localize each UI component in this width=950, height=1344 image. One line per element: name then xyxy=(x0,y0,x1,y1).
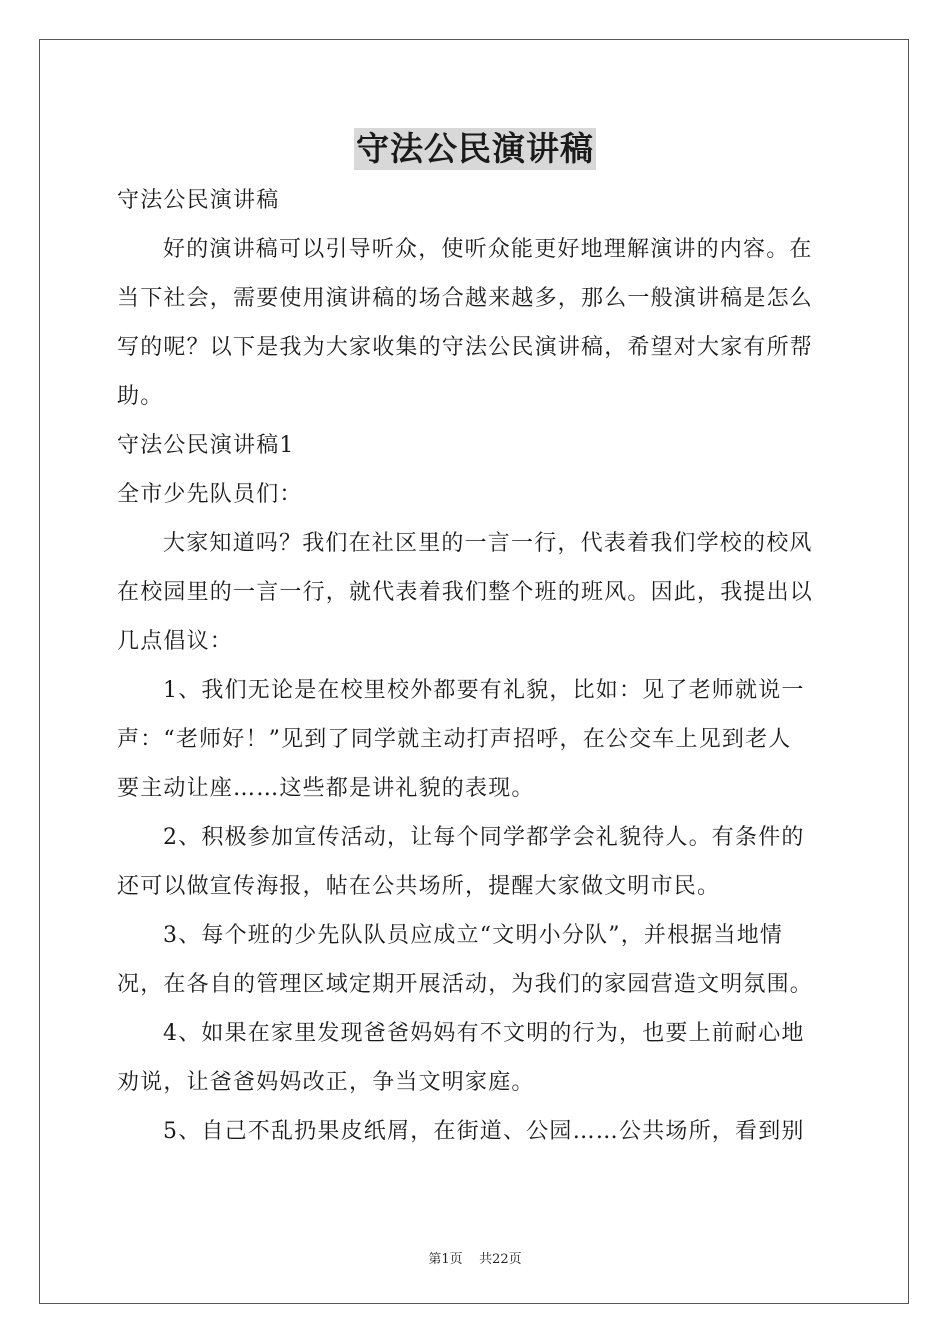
text-line: 守法公民演讲稿 xyxy=(117,188,280,213)
text-line: 5、自己不乱扔果皮纸屑，在街道、公园……公共场所，看到别 xyxy=(163,1119,805,1144)
page-footer xyxy=(0,1248,950,1267)
text-line: 助。 xyxy=(117,384,164,409)
text-line: 1、我们无论是在校里校外都要有礼貌，比如：见了老师就说一 xyxy=(163,678,805,703)
text-line: 大家知道吗？我们在社区里的一言一行，代表着我们学校的校风 xyxy=(163,531,813,556)
text-line: 几点倡议： xyxy=(117,629,234,654)
document-body xyxy=(117,176,833,1156)
text-line: 全市少先队员们： xyxy=(117,482,303,507)
text-line: 守法公民演讲稿1 xyxy=(117,433,295,458)
text-line: 3、每个班的少先队队员应成立“文明小分队”，并根据当地情 xyxy=(163,923,784,948)
page-number: 第1页 xyxy=(428,1252,463,1267)
title-container xyxy=(0,128,950,170)
text-line: 劝说，让爸爸妈妈改正，争当文明家庭。 xyxy=(117,1070,535,1095)
page-total: 共22页 xyxy=(479,1252,522,1267)
text-line: 况，在各自的管理区域定期开展活动，为我们的家园营造文明氛围。 xyxy=(117,972,814,997)
text-line: 要主动让座……这些都是讲礼貌的表现。 xyxy=(117,776,535,801)
text-line: 2、积极参加宣传活动，让每个同学都学会礼貌待人。有条件的 xyxy=(163,825,805,850)
text-line: 当下社会，需要使用演讲稿的场合越来越多，那么一般演讲稿是怎么 xyxy=(117,286,814,311)
text-line: 还可以做宣传海报，帖在公共场所，提醒大家做文明市民。 xyxy=(117,874,721,899)
text-line: 写的呢？以下是我为大家收集的守法公民演讲稿，希望对大家有所帮 xyxy=(117,335,814,360)
text-line: 在校园里的一言一行，就代表着我们整个班的班风。因此，我提出以 xyxy=(117,580,814,605)
text-line: 好的演讲稿可以引导听众，使听众能更好地理解演讲的内容。在 xyxy=(163,237,813,262)
text-line: 4、如果在家里发现爸爸妈妈有不文明的行为，也要上前耐心地 xyxy=(163,1021,805,1046)
text-line: 声：“老师好！”见到了同学就主动打声招呼，在公交车上见到老人 xyxy=(117,727,792,752)
document-title: 守法公民演讲稿 xyxy=(356,129,594,168)
